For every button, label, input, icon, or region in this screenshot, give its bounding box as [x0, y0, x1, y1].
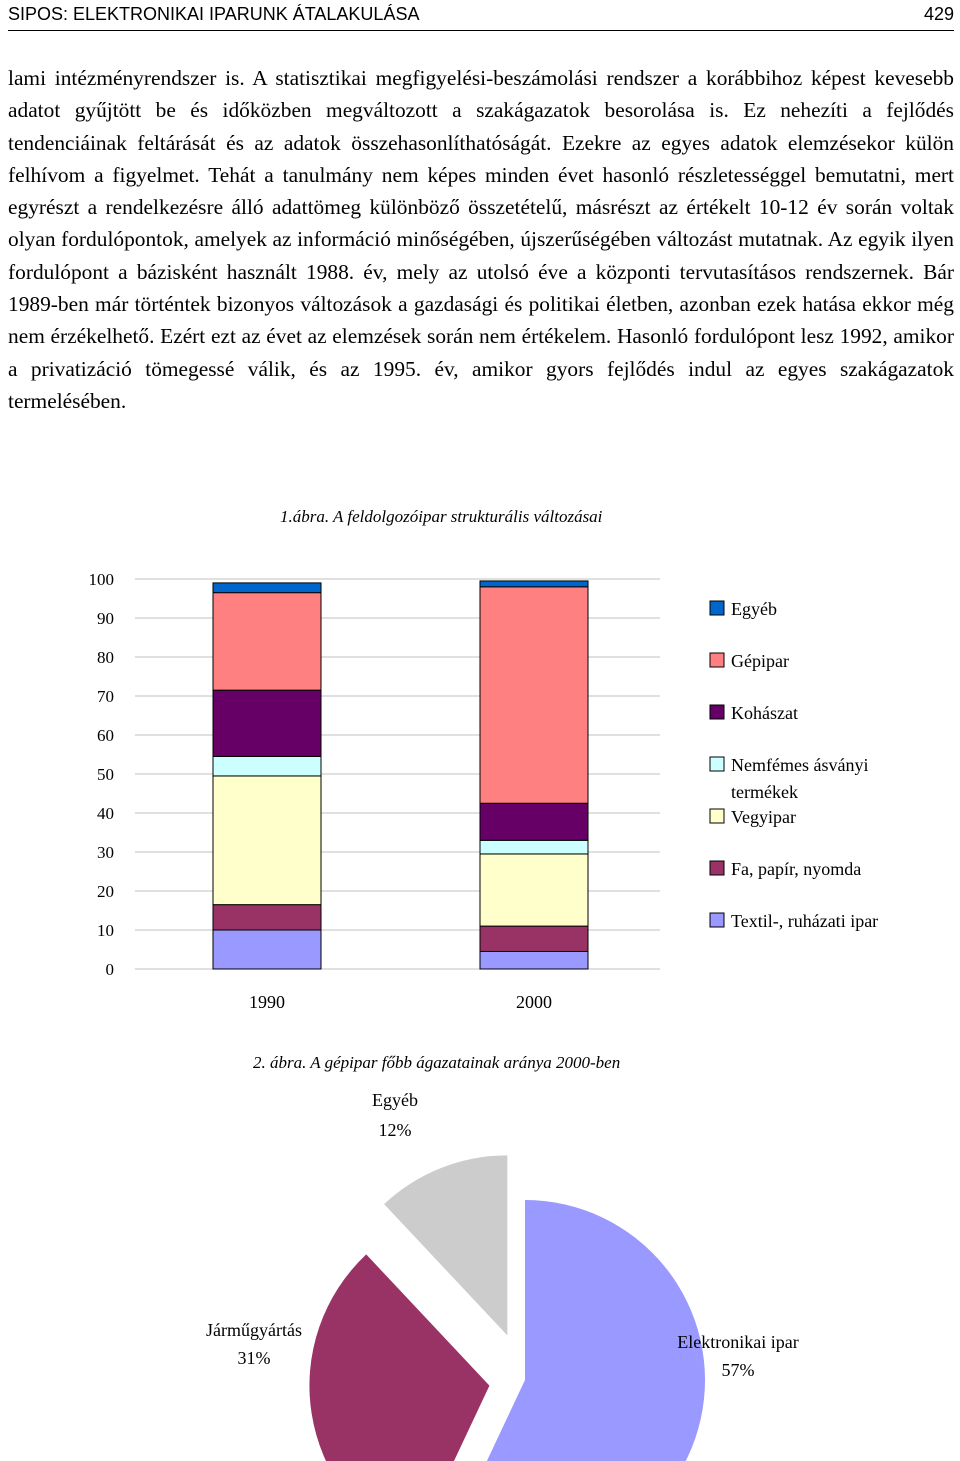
stacked-bar-chart	[0, 560, 960, 1020]
bar-segments	[213, 581, 588, 969]
pie-slice-name: Elektronikai ipar	[677, 1332, 799, 1352]
y-tick-label: 70	[97, 687, 114, 706]
legend-label: Gépipar	[731, 651, 789, 671]
x-axis-ticks	[249, 992, 552, 1012]
bar-segment	[213, 905, 321, 930]
legend-label: Egyéb	[731, 599, 777, 619]
bar-segment	[213, 776, 321, 905]
chart-legend	[710, 599, 878, 931]
bar-segment	[480, 581, 588, 587]
running-title: SIPOS: ELEKTRONIKAI IPARUNK ÁTALAKULÁSA	[8, 4, 420, 24]
y-tick-label: 100	[88, 570, 114, 589]
legend-label: Nemfémes ásványi termékek	[731, 755, 869, 802]
legend-label: Textil-, ruházati ipar	[731, 911, 879, 931]
bar-segment	[213, 756, 321, 776]
x-tick-label: 1990	[249, 992, 285, 1012]
legend-swatch	[710, 913, 724, 927]
body-paragraph: lami intézményrendszer is. A statisztikai megfigyelési-beszámolási rendszer a korábbihoz képest kevesebb adatot gyűjtött be és időközben megváltozott a szakágazatok besorolása is. Ez nehezíti a fejlődés tendenciáinak feltárását és az adatok összehasonlíthatóságát. Ezekre az egyes adatok elemzésekor külön felhívom a figyelmet. Tehát a tanulmány nem képes minden évet hasonló részletességgel bemutatni, mert egyrészt a rendelkezésre álló adattömeg különböző összetételű, másrészt az értékelt 10-12 év során voltak olyan fordulópontok, amelyek az információ minőségében, újszerűségében változást mutatnak. Az egyik ilyen fordulópont a bázisként használt 1988. év, mely az utolsó éve a központi tervutasításos rendszernek. Bár 1989-ben már történtek bizonyos változások a gazdasági és politikai életben, azonban ezek hatása ekkor még nem érzékelhető. Ezért ezt az évet az elemzések során nem értékelem. Hasonló fordulópont lesz 1992, amikor a privatizáció tömegessé válik, és az 1995. év, amikor gyors fejlődés indul az egyes szakágazatok termelésében.	[8, 66, 954, 413]
bar-segment	[480, 926, 588, 951]
y-tick-label: 10	[97, 921, 114, 940]
y-tick-label: 20	[97, 882, 114, 901]
y-tick-label: 50	[97, 765, 114, 784]
pie-slice-percent: 57%	[721, 1360, 755, 1380]
y-axis-ticks	[89, 570, 115, 979]
bar-segment	[213, 593, 321, 691]
bar-segment	[213, 930, 321, 969]
bar-segment	[480, 840, 588, 854]
y-tick-label: 60	[97, 726, 114, 745]
bar-segment	[480, 951, 588, 969]
pie-slice-name: Egyéb	[372, 1090, 418, 1110]
bar-segment	[213, 690, 321, 756]
legend-swatch	[710, 705, 724, 719]
y-tick-label: 80	[97, 648, 114, 667]
pie-slice-percent: 12%	[378, 1120, 412, 1140]
bar-segment	[480, 587, 588, 803]
bar-segment	[480, 854, 588, 926]
legend-swatch	[710, 757, 724, 771]
legend-label: Fa, papír, nyomda	[731, 859, 862, 879]
legend-swatch	[710, 861, 724, 875]
pie-chart	[0, 1080, 960, 1461]
page-header	[8, 0, 954, 31]
legend-swatch	[710, 653, 724, 667]
legend-swatch	[710, 809, 724, 823]
y-tick-label: 90	[97, 609, 114, 628]
y-tick-label: 0	[105, 960, 114, 979]
x-tick-label: 2000	[516, 992, 552, 1012]
figure1-caption: 1.ábra. A feldolgozóipar strukturális változásai	[280, 507, 603, 526]
pie-slice-name: Járműgyártás	[206, 1320, 302, 1340]
legend-label: Kohászat	[731, 703, 798, 723]
y-tick-label: 40	[97, 804, 114, 823]
bar-segment	[480, 803, 588, 840]
pie-slices	[309, 1155, 705, 1461]
pie-slice-percent: 31%	[237, 1348, 271, 1368]
y-tick-label: 30	[97, 843, 114, 862]
figure2-caption: 2. ábra. A gépipar főbb ágazatainak aránya 2000-ben	[253, 1053, 621, 1072]
legend-swatch	[710, 601, 724, 615]
page-number: 429	[923, 4, 954, 24]
legend-label: Vegyipar	[731, 807, 796, 827]
bar-segment	[213, 583, 321, 593]
